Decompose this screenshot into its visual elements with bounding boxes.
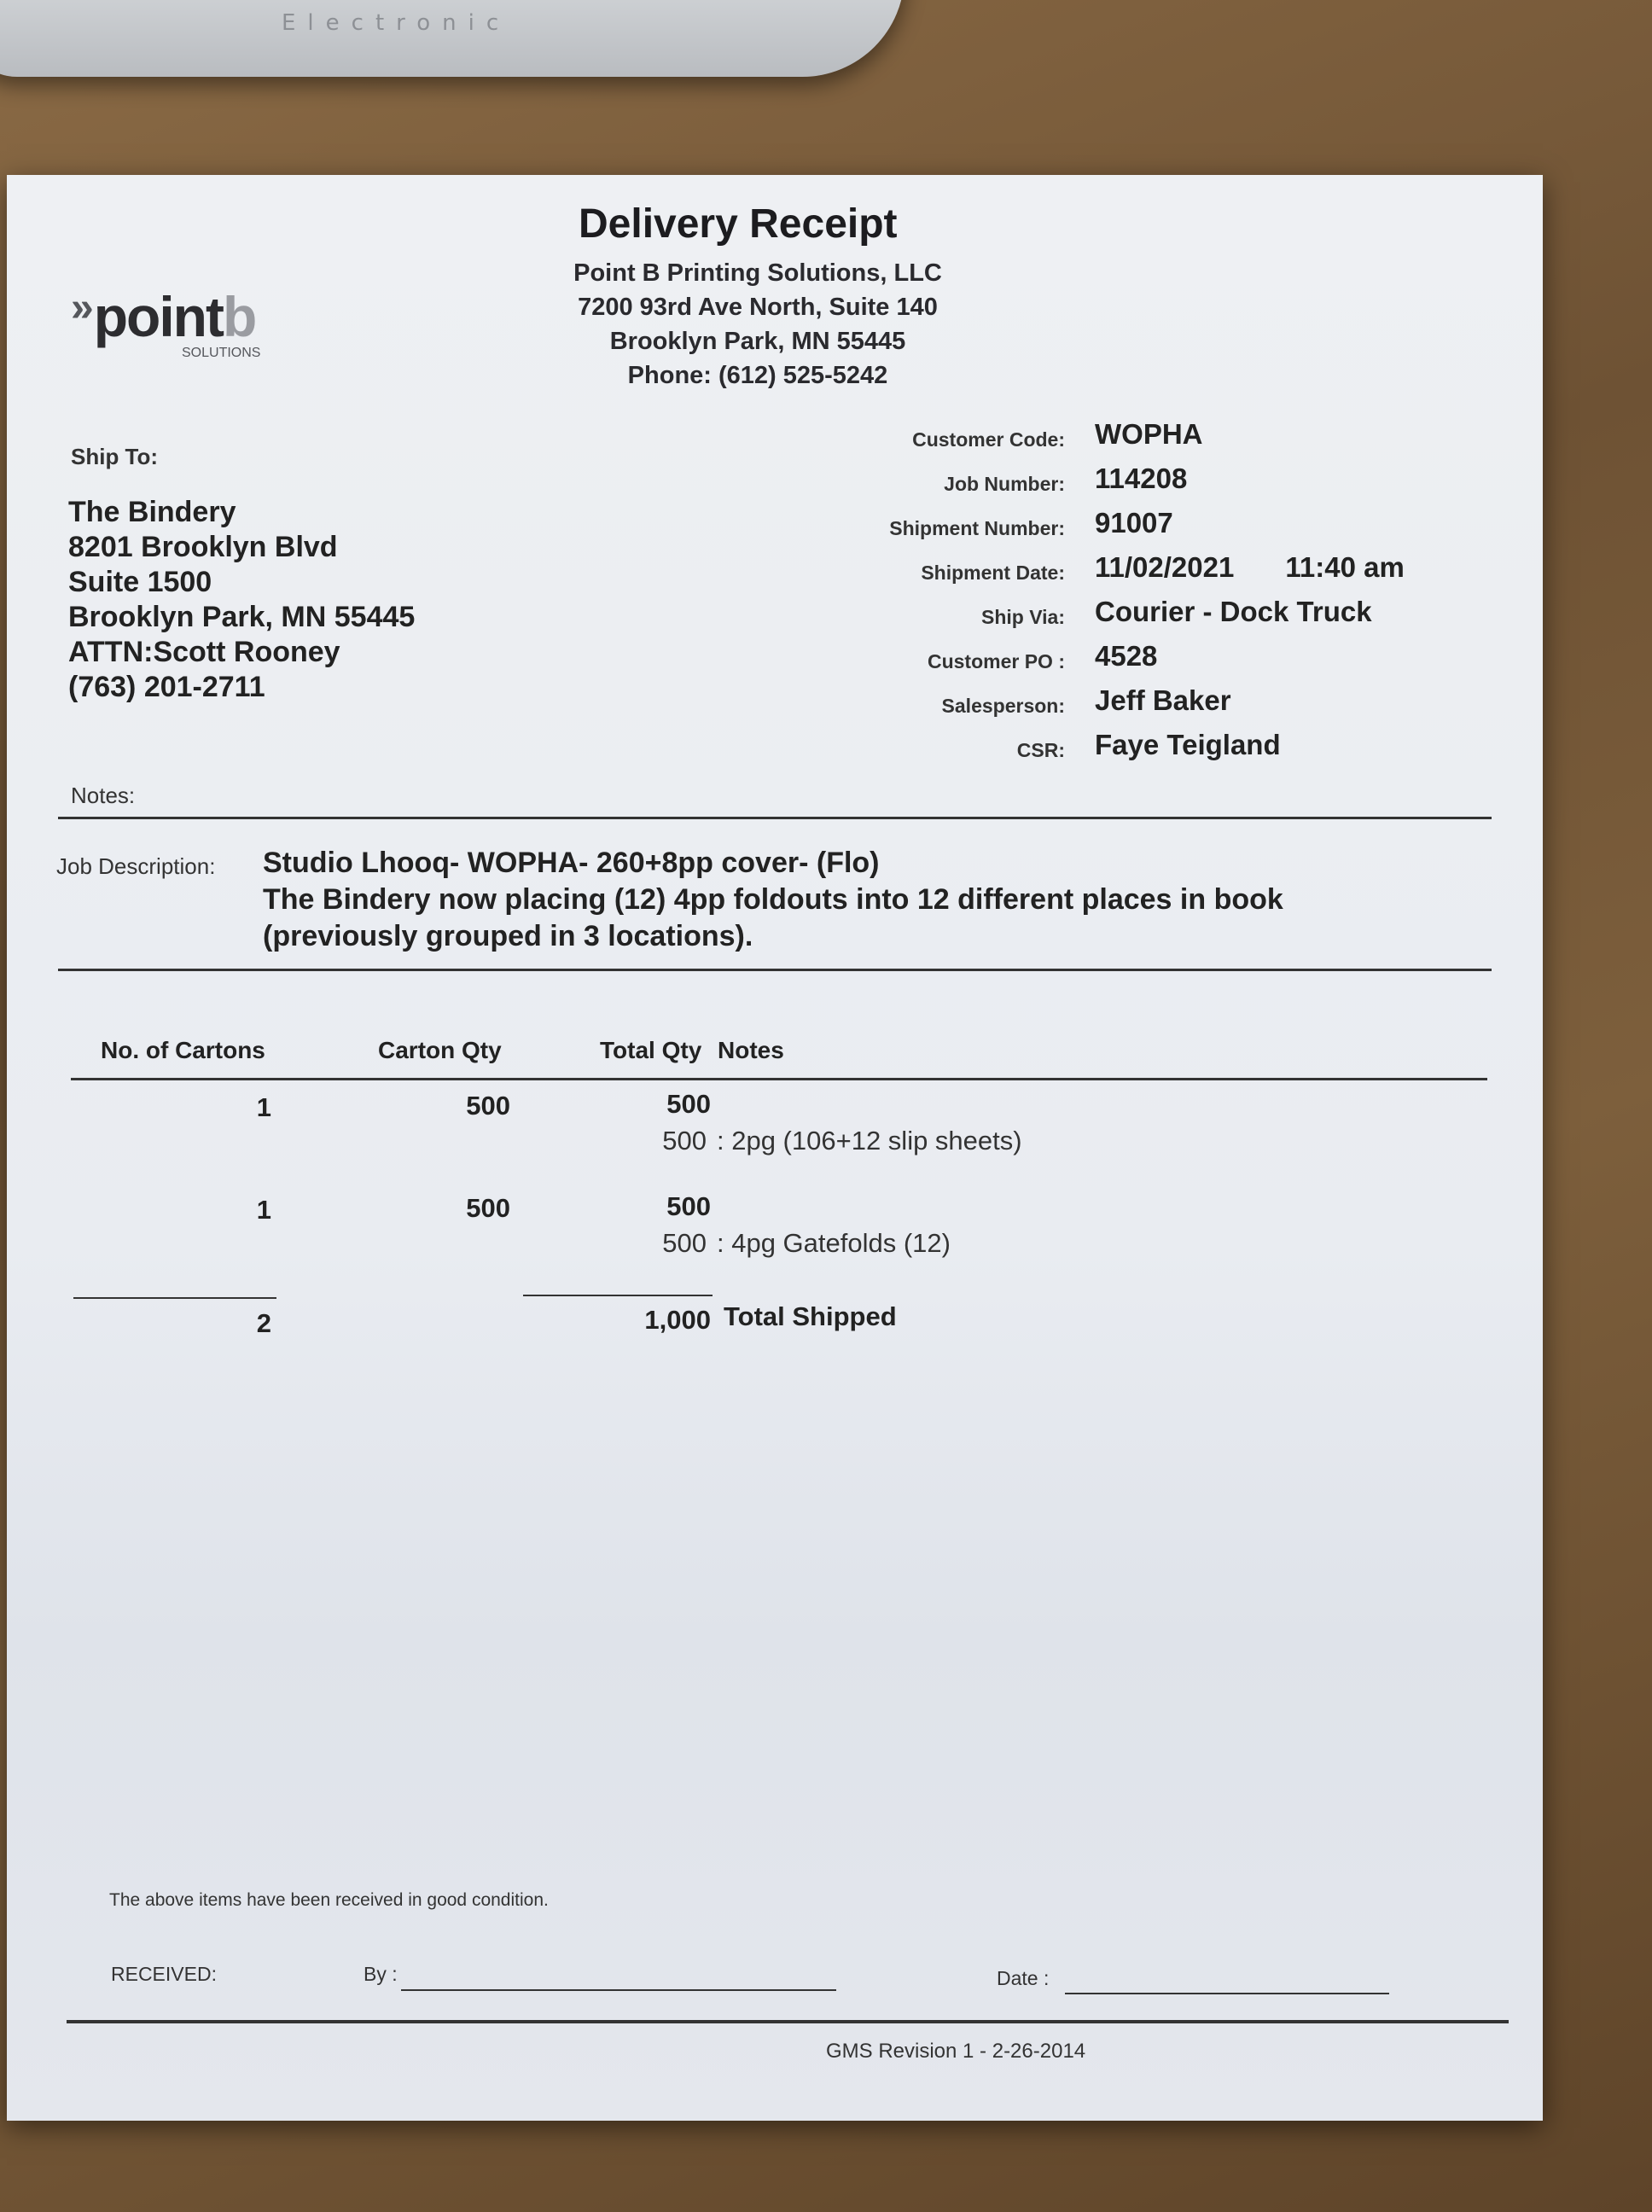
info-value: Courier - Dock Truck <box>1095 596 1372 627</box>
info-label: CSR: <box>1016 739 1065 761</box>
delivery-receipt-page <box>7 175 1543 2121</box>
info-row-customer-code <box>7 418 1203 463</box>
info-value: WOPHA <box>1095 418 1203 450</box>
device-label: Electronic <box>282 10 511 36</box>
info-value: 91007 <box>1095 507 1173 538</box>
info-row-customer-po <box>7 640 1158 684</box>
info-row-job-number <box>7 463 1188 507</box>
col-header-cartons: No. of Cartons <box>101 1037 265 1063</box>
logo-arrows-icon: » <box>71 285 94 330</box>
cell-carton-qty: 500 <box>466 1193 510 1223</box>
info-label: Ship Via: <box>981 606 1065 628</box>
company-logo <box>71 284 261 360</box>
logo-word: point <box>93 285 223 348</box>
company-line: 7200 93rd Ave North, Suite 140 <box>578 294 938 321</box>
info-label: Job Number: <box>944 473 1065 495</box>
info-value <box>1095 551 1405 584</box>
cell-note-qty: 500 <box>662 1126 707 1155</box>
info-label: Customer PO : <box>927 650 1065 672</box>
info-row-salesperson <box>7 684 1231 729</box>
info-label: Salesperson: <box>941 695 1065 717</box>
info-row-csr <box>7 729 1281 773</box>
logo-letter: b <box>222 285 258 348</box>
shipment-info <box>7 418 1405 773</box>
shipment-time: 11:40 am <box>1285 551 1405 583</box>
info-value: Faye Teigland <box>1095 729 1281 760</box>
address-line: 8201 Brooklyn Blvd <box>68 531 338 563</box>
col-header-total-qty: Total Qty <box>600 1037 702 1063</box>
cell-total-qty: 500 <box>666 1089 711 1119</box>
info-label: Customer Code: <box>912 428 1065 451</box>
info-value: 114208 <box>1095 463 1188 494</box>
by-signature-line[interactable] <box>401 1989 836 1991</box>
by-label: By : <box>364 1963 398 1985</box>
address-line: ATTN:Scott Rooney <box>68 636 340 668</box>
info-label: Shipment Number: <box>889 517 1065 539</box>
job-description-line: The Bindery now placing (12) 4pp foldouts into 12 different places in book <box>263 883 1283 916</box>
page-title: Delivery Receipt <box>579 201 898 247</box>
divider <box>58 969 1492 971</box>
table-header-rule <box>71 1078 1487 1080</box>
divider <box>58 817 1492 819</box>
shipment-date: 11/02/2021 <box>1095 551 1235 583</box>
cell-cartons: 1 <box>256 1195 271 1225</box>
company-line: Phone: (612) 525-5242 <box>627 362 888 389</box>
revision-label: GMS Revision 1 - 2-26-2014 <box>826 2040 1086 2063</box>
info-value: 4528 <box>1095 640 1158 672</box>
cell-total-qty: 500 <box>666 1191 711 1221</box>
address-line: Suite 1500 <box>68 566 212 598</box>
job-description <box>263 845 1283 955</box>
address-line: (763) 201-2711 <box>68 671 265 703</box>
col-header-notes: Notes <box>718 1037 784 1063</box>
job-description-label: Job Description: <box>56 853 216 879</box>
cell-carton-qty: 500 <box>466 1091 510 1121</box>
date-signature-line[interactable] <box>1065 1993 1389 1994</box>
address-line: Brooklyn Park, MN 55445 <box>68 601 416 633</box>
cell-note-qty: 500 <box>662 1228 707 1258</box>
info-label: Shipment Date: <box>921 562 1065 584</box>
address-line: The Bindery <box>68 496 236 528</box>
company-line: Brooklyn Park, MN 55445 <box>609 328 906 355</box>
date-label: Date : <box>997 1967 1050 1989</box>
notes-label: Notes: <box>71 783 136 808</box>
job-description-line: (previously grouped in 3 locations). <box>263 920 753 952</box>
footer-rule <box>67 2020 1509 2023</box>
info-row-shipment-number <box>7 507 1173 551</box>
company-line: Point B Printing Solutions, LLC <box>573 259 942 287</box>
desk-device <box>0 0 905 77</box>
company-address <box>485 256 1031 393</box>
cell-note: : 2pg (106+12 slip sheets) <box>717 1126 1022 1155</box>
cell-note: : 4pg Gatefolds (12) <box>717 1228 951 1258</box>
col-header-carton-qty: Carton Qty <box>378 1037 502 1063</box>
total-cartons-rule <box>73 1297 276 1299</box>
total-shipped-label: Total Shipped <box>724 1301 897 1331</box>
info-row-shipment-date <box>7 551 1405 596</box>
info-row-ship-via <box>7 596 1372 640</box>
total-cartons: 2 <box>256 1308 271 1338</box>
received-label: RECEIVED: <box>111 1963 217 1985</box>
ship-to-label: Ship To: <box>71 444 159 469</box>
job-description-line: Studio Lhooq- WOPHA- 260+8pp cover- (Flo) <box>263 847 880 879</box>
total-qty: 1,000 <box>644 1305 711 1335</box>
total-qty-rule <box>523 1295 713 1296</box>
cell-cartons: 1 <box>256 1092 271 1122</box>
info-value: Jeff Baker <box>1095 684 1231 716</box>
logo-subtitle: SOLUTIONS <box>182 346 261 360</box>
received-statement: The above items have been received in good condition. <box>109 1890 549 1910</box>
